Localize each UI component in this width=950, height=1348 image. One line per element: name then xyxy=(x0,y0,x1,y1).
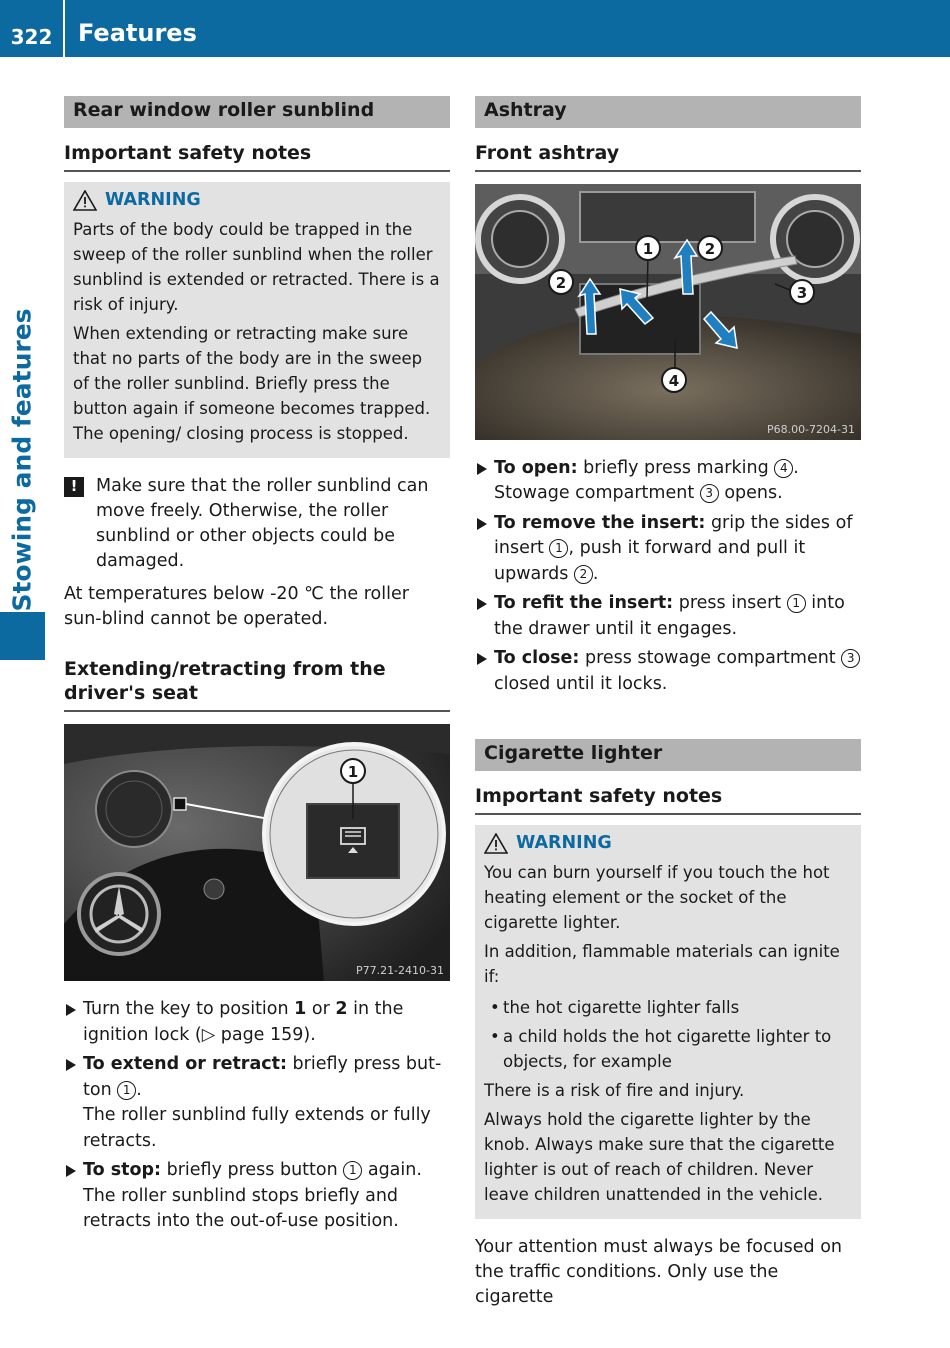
front-ashtray-heading: Front ashtray xyxy=(475,128,861,172)
list-item: To stop: briefly press button 1 again. The roller sunblind stops briefly and retracts into the out-of-use position. xyxy=(64,1158,450,1235)
list-item: To open: briefly press marking 4 . Stowage compartment 3 opens. xyxy=(475,456,861,507)
callout-number: 1 xyxy=(549,539,568,558)
cig-safety-notes-heading: Important safety notes xyxy=(475,771,861,815)
photo-code: P68.00-7204-31 xyxy=(766,422,855,436)
chapter-tab-label: Stowing and features xyxy=(7,308,37,612)
drivers-seat-heading: Extending/retracting from the driver's seat xyxy=(64,644,450,712)
page-number: 322 xyxy=(10,25,53,49)
callout-3-label: 3 xyxy=(796,283,808,302)
callout-1-label: 1 xyxy=(347,763,359,782)
warning-text: In addition, flammable materials can ignite if: xyxy=(484,941,840,986)
warning-header xyxy=(73,188,441,213)
safety-notes-heading: Important safety notes xyxy=(64,128,450,172)
cig-warning-box xyxy=(475,825,861,1219)
warning-label: WARNING xyxy=(105,189,201,210)
list-item: Turn the key to position 1 or 2 in the ignition lock (▷ page 159). xyxy=(64,997,450,1048)
section-title-ashtray: Ashtray xyxy=(475,96,861,128)
warning-box xyxy=(64,182,450,458)
callout-number: 1 xyxy=(117,1081,136,1100)
warning-header xyxy=(484,831,852,856)
left-column xyxy=(64,96,450,1239)
temperature-text: At temperatures below -20 ℃ the roller sun-blind cannot be operated. xyxy=(64,583,409,629)
ashtray-illustration xyxy=(475,184,861,440)
warning-text: When extending or retracting make sure that no parts of the body are in the sweep of the roller sunblind. Briefly press the button again if someone becomes trapped. The opening/ closing process is stopped. xyxy=(73,323,431,443)
photo-code: P77.21-2410-31 xyxy=(355,964,444,978)
ashtray-steps xyxy=(475,456,861,698)
note-text: Make sure that the roller sunblind can move freely. Otherwise, the roller sunblind or other objects could be damaged. xyxy=(96,475,429,571)
callout-number: 1 xyxy=(787,594,806,613)
callout-number: 4 xyxy=(774,459,793,478)
list-item: To refit the insert: press insert 1 into the drawer until it engages. xyxy=(475,591,861,642)
list-item: To close: press stowage compartment 3 closed until it locks. xyxy=(475,646,861,697)
sunblind-steps xyxy=(64,997,450,1235)
callout-1-label: 1 xyxy=(642,239,654,258)
dashboard-illustration xyxy=(64,724,450,981)
ashtray-photo xyxy=(475,184,861,440)
warning-text: Parts of the body could be trapped in the sweep of the roller sunblind when the roller sunblind is extended or retracted. There is a risk of injury. xyxy=(73,219,440,314)
list-item: • a child holds the hot cigarette lighter to objects, for example xyxy=(490,1024,852,1074)
warning-bullets xyxy=(484,995,852,1074)
warning-text: You can burn yourself if you touch the hot heating element or the socket of the cigarette lighter. xyxy=(484,862,830,932)
callout-number: 1 xyxy=(343,1161,362,1180)
list-item: • the hot cigarette lighter falls xyxy=(490,995,852,1020)
exclamation-icon: ! xyxy=(64,477,84,497)
callout-number: 3 xyxy=(700,484,719,503)
list-item: To remove the insert: grip the sides of insert 1 , push it forward and pull it upwards 2 . xyxy=(475,511,861,588)
right-column xyxy=(475,96,861,1310)
section-title-sunblind: Rear window roller sunblind xyxy=(64,96,450,128)
steering-wheel-photo xyxy=(64,724,450,981)
page-title: Features xyxy=(78,19,197,47)
callout-4-label: 4 xyxy=(668,371,680,390)
warning-text: There is a risk of fire and injury. xyxy=(484,1080,745,1100)
warning-triangle-icon xyxy=(484,833,508,854)
warning-text: Always hold the cigarette lighter by the knob. Always make sure that the cigarette lighter is out of reach of children. Never leave children unattended in the vehicle. xyxy=(484,1109,835,1204)
section-title-cigarette-lighter: Cigarette lighter xyxy=(475,739,861,771)
attention-text: Your attention must always be focused on the traffic conditions. Only use the cigarette xyxy=(475,1236,843,1307)
callout-2-label: 2 xyxy=(555,273,567,292)
list-item: To extend or retract: briefly press but-ton 1 . The roller sunblind fully extends or fully retracts. xyxy=(64,1052,450,1154)
callout-number: 2 xyxy=(574,565,593,584)
damage-note xyxy=(64,474,450,574)
callout-2-label: 2 xyxy=(704,239,716,258)
warning-label: WARNING xyxy=(516,832,612,853)
warning-triangle-icon xyxy=(73,190,97,211)
header-divider xyxy=(63,0,65,57)
callout-number: 3 xyxy=(841,649,860,668)
